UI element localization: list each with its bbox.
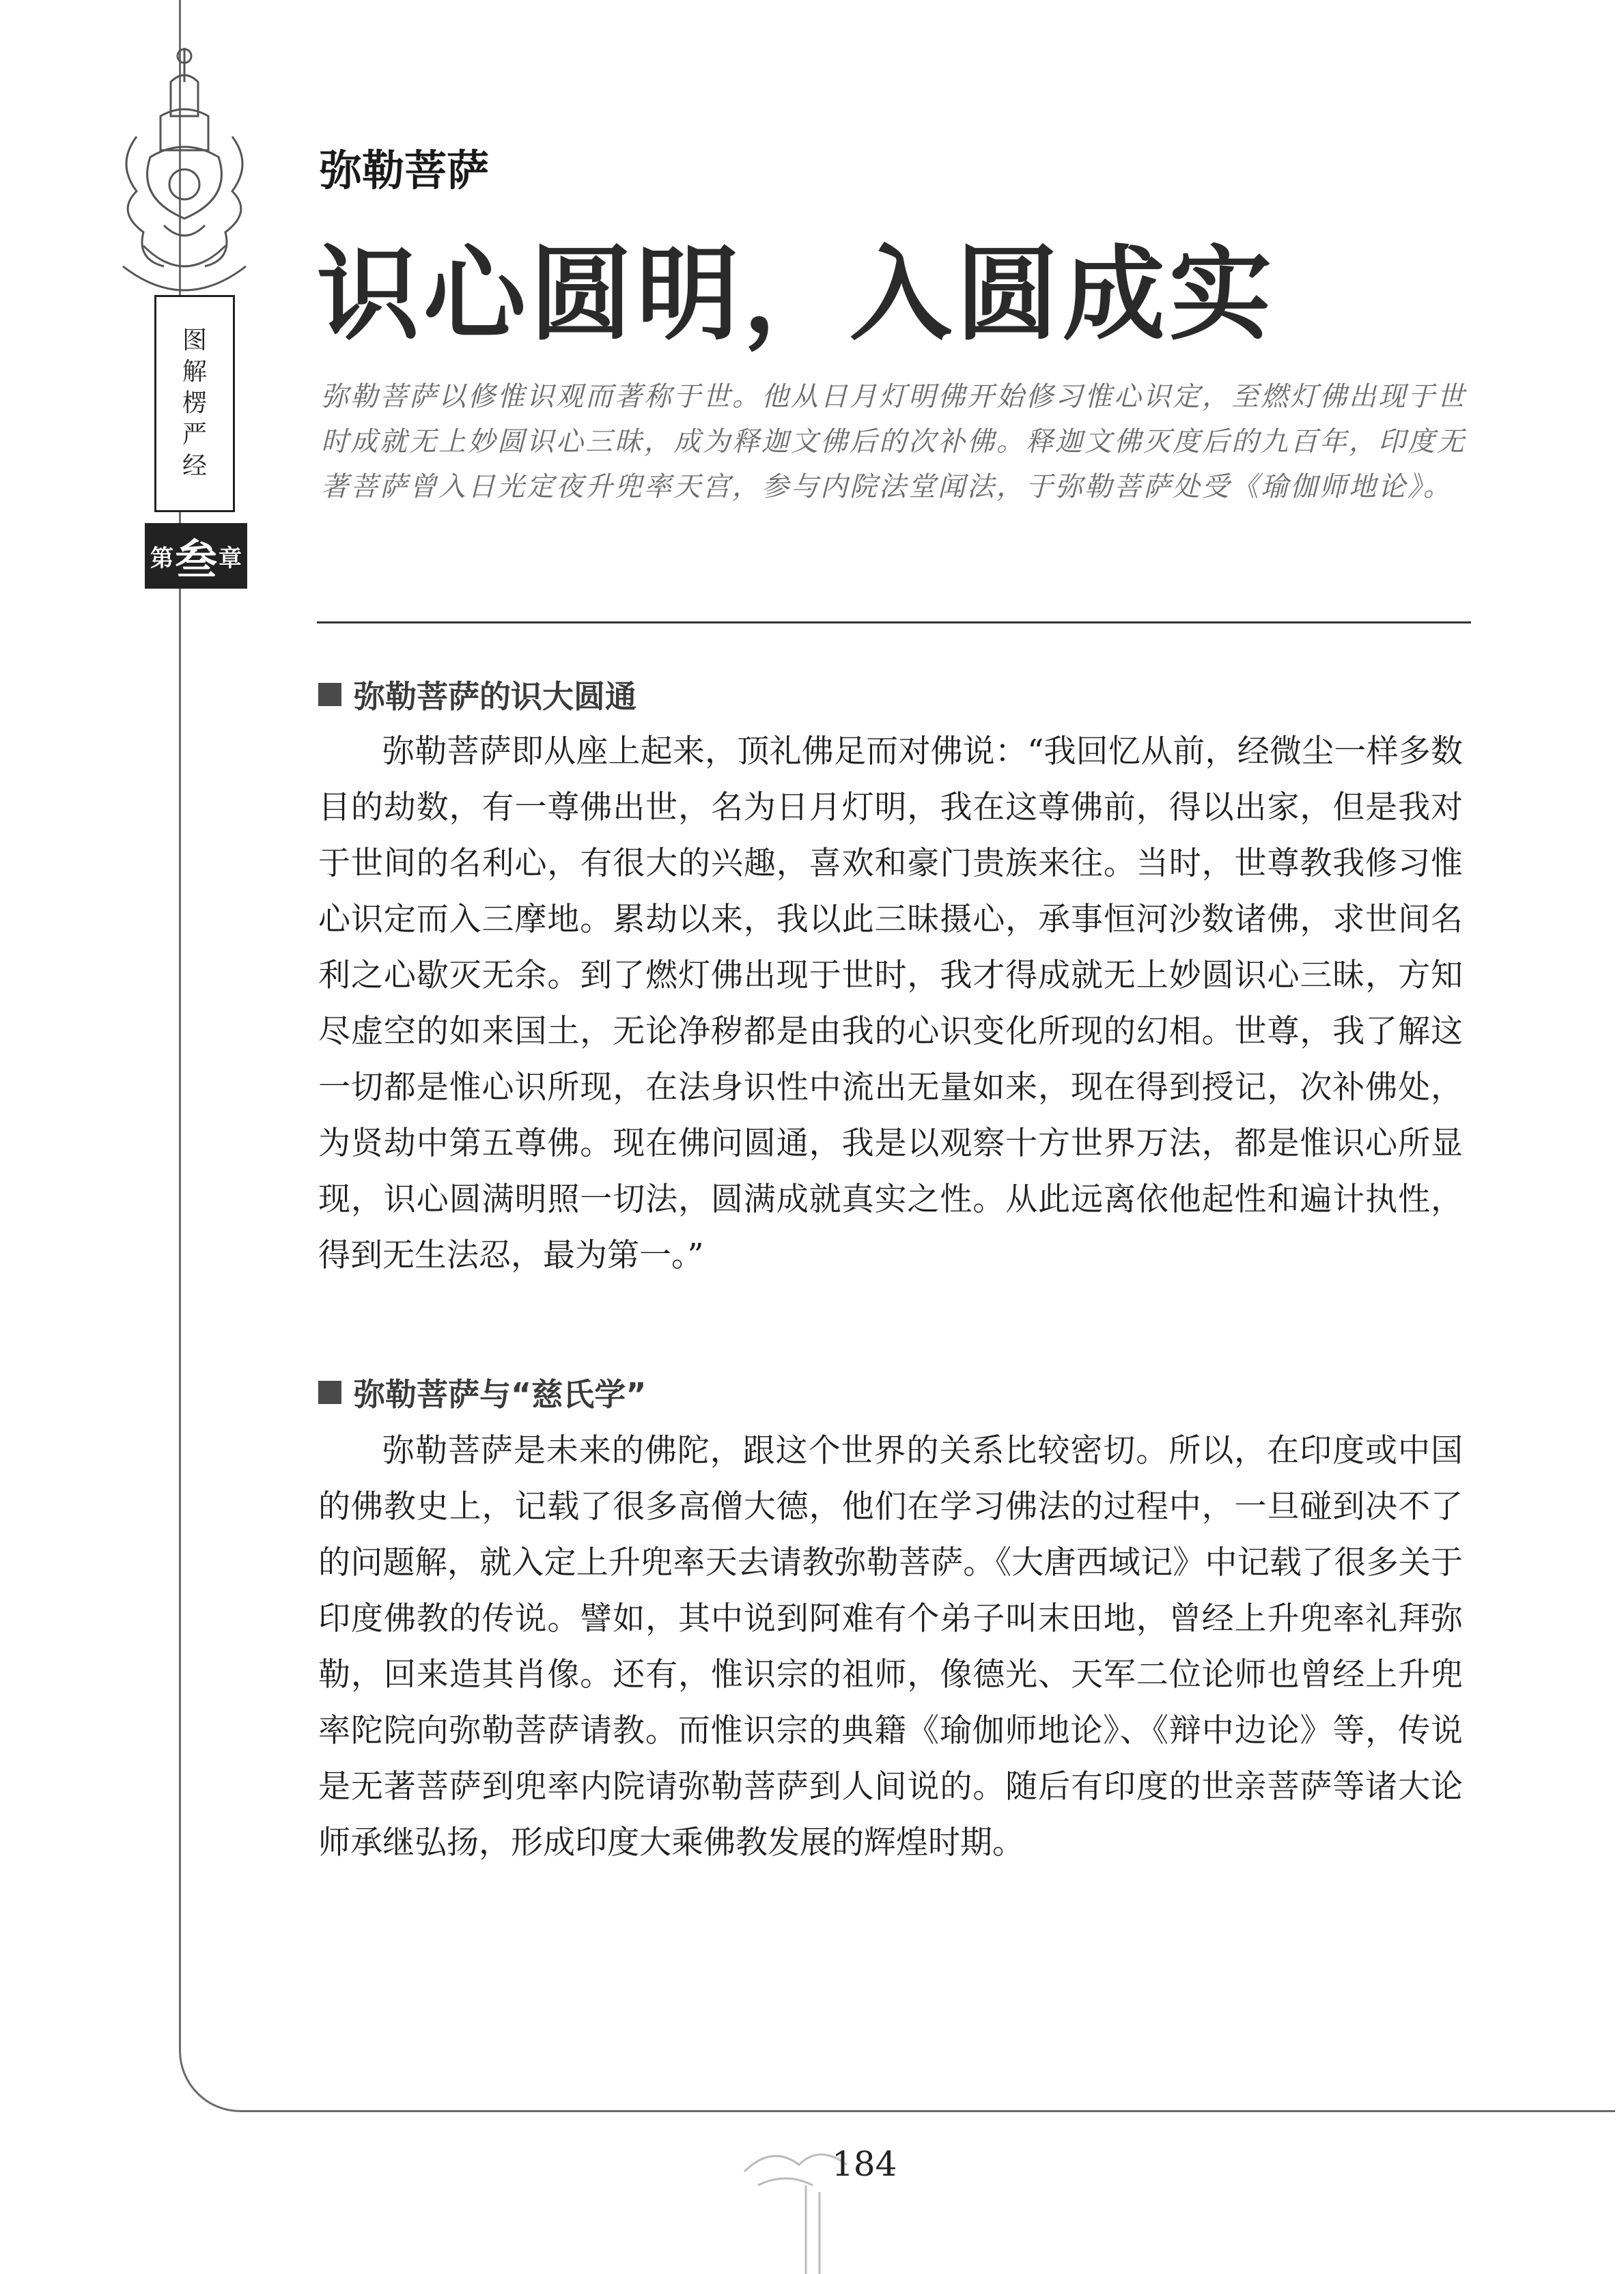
chapter-suffix: 章 bbox=[219, 544, 242, 572]
chapter-number: 叁 bbox=[174, 534, 217, 585]
page-number: 184 bbox=[832, 2144, 897, 2184]
section-heading-text: 弥勒菩萨的识大圆通 bbox=[354, 678, 636, 715]
section-heading-text: 弥勒菩萨与“慈氏学” bbox=[354, 1376, 647, 1413]
book-title-tab bbox=[154, 295, 235, 512]
intro-paragraph: 弥勒菩萨以修惟识观而著称于世。他从日月灯明佛开始修习惟心识定，至燃灯佛出现于世时成就无上妙圆识心三昧，成为释迦文佛后的次补佛。释迦文佛灭度后的九百年，印度无著菩萨曾入日光定夜升兜率天宫，参与内院法堂闻法，于弥勒菩萨处受《瑜伽师地论》。 bbox=[321, 381, 1466, 503]
divider bbox=[317, 621, 1471, 623]
square-bullet-icon bbox=[318, 1381, 341, 1404]
section-body-1: 弥勒菩萨即从座上起来，顶礼佛足而对佛说：“我回忆从前，经微尘一样多数目的劫数，有一尊佛出世，名为日月灯明，我在这尊佛前，得以出家，但是我对于世间的名利心，有很大的兴趣，喜欢和豪门贵族来往。当时，世尊教我修习惟心识定而入三摩地。累劫以来，我以此三昧摄心，承事恒河沙数诸佛，求世间名利之心歇灭无余。到了燃灯佛出现于世时，我才得成就无上妙圆识心三昧，方知尽虚空的如来国土，无论净秽都是由我的心识变化所现的幻相。世尊，我了解这一切都是惟心识所现，在法身识性中流出无量如来，现在得到授记，次补佛处，为贤劫中第五尊佛。现在佛问圆通，我是以观察十方世界万法，都是惟识心所显现，识心圆满明照一切法，圆满成就真实之性。从此远离依他起性和遍计执性，得到无生法忍，最为第一。” bbox=[318, 733, 1463, 1274]
page-title: 识心圆明，入圆成实 bbox=[317, 234, 1276, 354]
page-subtitle: 弥勒菩萨 bbox=[320, 145, 490, 195]
book-title: 图解楞严经 bbox=[182, 326, 207, 480]
chapter-label bbox=[145, 523, 247, 589]
square-bullet-icon bbox=[318, 683, 341, 706]
section-heading-2 bbox=[318, 1370, 646, 1415]
section-body-2: 弥勒菩萨是未来的佛陀，跟这个世界的关系比较密切。所以，在印度或中国的佛教史上，记载了很多高僧大德，他们在学习佛法的过程中，一旦碰到决不了的问题解，就入定上升兜率天去请教弥勒菩萨。《大唐西域记》中记载了很多关于印度佛教的传说。譬如，其中说到阿难有个弟子叫末田地，曾经上升兜率礼拜弥勒，回来造其肖像。还有，惟识宗的祖师，像德光、天军二位论师也曾经上升兜率陀院向弥勒菩萨请教。而惟识宗的典籍《瑜伽师地论》、《辩中边论》等，传说是无著菩萨到兜率内院请弥勒菩萨到人间说的。随后有印度的世亲菩萨等诸大论师承继弘扬，形成印度大乘佛教发展的辉煌时期。 bbox=[318, 1432, 1463, 1862]
chapter-prefix: 第 bbox=[150, 544, 173, 572]
lotus-ornament-icon bbox=[96, 41, 273, 314]
section-heading-1 bbox=[318, 672, 636, 717]
